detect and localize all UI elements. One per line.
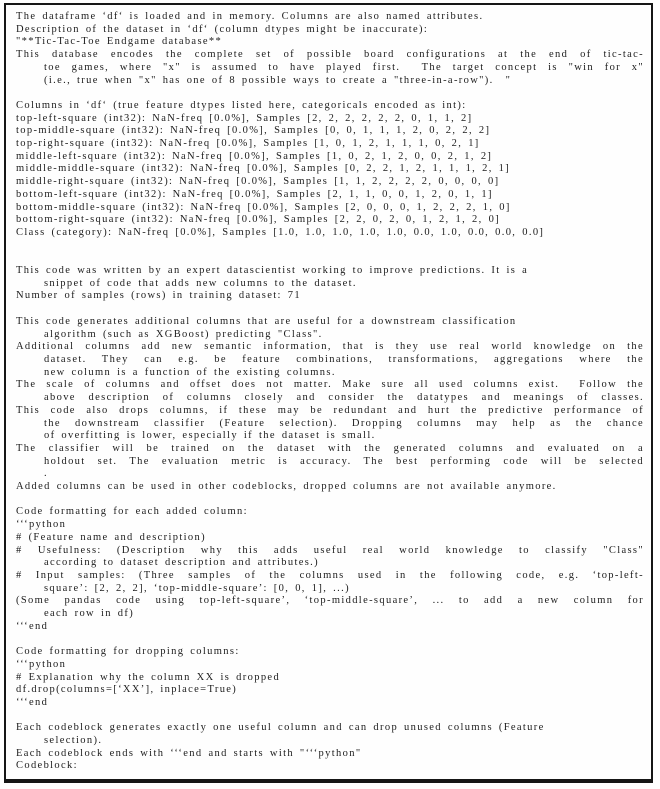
text-line: Code formatting for each added column: xyxy=(16,506,248,518)
text-line: above description of columns closely and consider the datatypes and meanings of classes. xyxy=(44,392,644,404)
text-line: # Explanation why the column XX is dropped xyxy=(16,671,281,683)
blank-line xyxy=(16,87,644,100)
text-line: Added columns can be used in other codeblocks, dropped columns are not available anymore. xyxy=(16,481,557,493)
blank-line xyxy=(16,240,644,253)
text-line: algorithm (such as XGBoost) predicting "Class". xyxy=(44,328,323,340)
text-line: The classifier will be trained on the dataset with the generated columns and evaluated on a xyxy=(16,442,644,454)
blank-line xyxy=(16,303,644,316)
text-line: top-middle-square (int32): NaN-freq [0.0%], Samples [0, 0, 1, 1, 1, 2, 0, 2, 2, 2] xyxy=(16,125,491,137)
text-line: Each codeblock generates exactly one useful column and can drop unused columns (Feature xyxy=(16,722,545,734)
text-line: Number of samples (rows) in training dataset: 71 xyxy=(16,290,301,302)
text-line: bottom-left-square (int32): NaN-freq [0.0%], Samples [2, 1, 1, 0, 0, 1, 2, 0, 1, 1] xyxy=(16,188,493,200)
text-line: This code also drops columns, if these may be redundant and hurt the predictive performance of xyxy=(16,404,644,416)
text-line: Code formatting for dropping columns: xyxy=(16,646,240,658)
blank-line xyxy=(16,252,644,265)
text-line: Columns in ‘df‘ (true feature dtypes listed here, categoricals encoded as int): xyxy=(16,99,467,111)
blank-line xyxy=(16,494,644,507)
text-line: toe games, where "x" is assumed to have played first. The target concept is "win for x" xyxy=(44,61,644,73)
text-line: The scale of columns and offset does not matter. Make sure all used columns exist. Follow the xyxy=(16,379,644,391)
text-line: square’: [2, 2, 2], ‘top-middle-square’: [0, 0, 1], ...) xyxy=(44,582,350,594)
text-line: ‘‘‘python xyxy=(16,658,67,670)
text-line: # (Feature name and description) xyxy=(16,531,206,543)
text-line: ‘‘‘python xyxy=(16,519,67,531)
blank-line xyxy=(16,710,644,723)
text-line: the downstream classifier (Feature selection). Dropping columns may help as the chance xyxy=(44,417,644,429)
prompt-document xyxy=(16,11,644,773)
page-border xyxy=(4,3,653,783)
text-line: Each codeblock ends with ‘‘‘end and starts with "‘‘‘python" xyxy=(16,747,362,759)
text-line: selection). xyxy=(44,735,103,747)
text-line: This code generates additional columns that are useful for a downstream classification xyxy=(16,315,517,327)
blank-line xyxy=(16,633,644,646)
text-line: ‘‘‘end xyxy=(16,620,49,632)
text-line: middle-middle-square (int32): NaN-freq [0.0%], Samples [0, 2, 2, 1, 2, 1, 1, 1, 2, 1] xyxy=(16,163,511,175)
text-line: Additional columns add new semantic information, that is they use real world knowledge on the xyxy=(16,341,644,353)
text-line: middle-right-square (int32): NaN-freq [0.0%], Samples [1, 1, 2, 2, 2, 2, 0, 0, 0, 0] xyxy=(16,176,500,188)
text-line: The dataframe ‘df‘ is loaded and in memory. Columns are also named attributes. xyxy=(16,11,484,22)
text-line: ‘‘‘end xyxy=(16,696,49,708)
text-line: middle-left-square (int32): NaN-freq [0.0%], Samples [1, 0, 2, 1, 2, 0, 0, 2, 1, 2] xyxy=(16,150,493,162)
text-line: snippet of code that adds new columns to the dataset. xyxy=(44,277,357,289)
text-line: df.drop(columns=[‘XX’], inplace=True) xyxy=(16,684,238,696)
text-line: holdout set. The evaluation metric is accuracy. The best performing code will be selected xyxy=(44,455,644,467)
text-line: (Some pandas code using top-left-square’, ‘top-middle-square’, ... to add a new column for xyxy=(16,595,644,607)
text-line: "**Tic-Tac-Toe Endgame database** xyxy=(16,36,223,48)
text-line: # Input samples: (Three samples of the columns used in the following code, e.g. ‘top-left- xyxy=(16,569,644,581)
text-line: . xyxy=(44,468,48,480)
text-line: bottom-right-square (int32): NaN-freq [0.0%], Samples [2, 2, 0, 2, 0, 1, 2, 1, 2, 0] xyxy=(16,214,501,226)
text-line: dataset. They can e.g. be feature combinations, transformations, aggregations where the xyxy=(44,353,644,365)
text-line: bottom-middle-square (int32): NaN-freq [0.0%], Samples [2, 0, 0, 0, 1, 2, 2, 2, 1, 0] xyxy=(16,201,511,213)
text-line: new column is a function of the existing columns. xyxy=(44,366,336,378)
text-line: each row in df) xyxy=(44,608,135,620)
text-line: top-left-square (int32): NaN-freq [0.0%], Samples [2, 2, 2, 2, 2, 2, 0, 1, 1, 2] xyxy=(16,112,473,124)
text-line: This code was written by an expert datascientist working to improve predictions. It is a xyxy=(16,265,529,277)
text-line: top-right-square (int32): NaN-freq [0.0%], Samples [1, 0, 1, 2, 1, 1, 1, 0, 2, 1] xyxy=(16,138,480,150)
text-line: of overfitting is lower, especially if the dataset is small. xyxy=(44,430,376,442)
text-line: (i.e., true when "x" has one of 8 possible ways to create a "three-in-a-row"). " xyxy=(44,74,512,86)
text-line: Class (category): NaN-freq [0.0%], Samples [1.0, 1.0, 1.0, 1.0, 1.0, 0.0, 1.0, 0.0, 0.0, 0.0] xyxy=(16,226,545,238)
text-line: Description of the dataset in ‘df‘ (column dtypes might be inaccurate): xyxy=(16,23,429,35)
text-line: Codeblock: xyxy=(16,760,78,772)
text-line: according to dataset description and attributes.) xyxy=(44,557,319,569)
text-line: This database encodes the complete set of possible board configurations at the end of tic-tac- xyxy=(16,49,644,61)
text-line: # Usefulness: (Description why this adds useful real world knowledge to classify "Class" xyxy=(16,544,644,556)
